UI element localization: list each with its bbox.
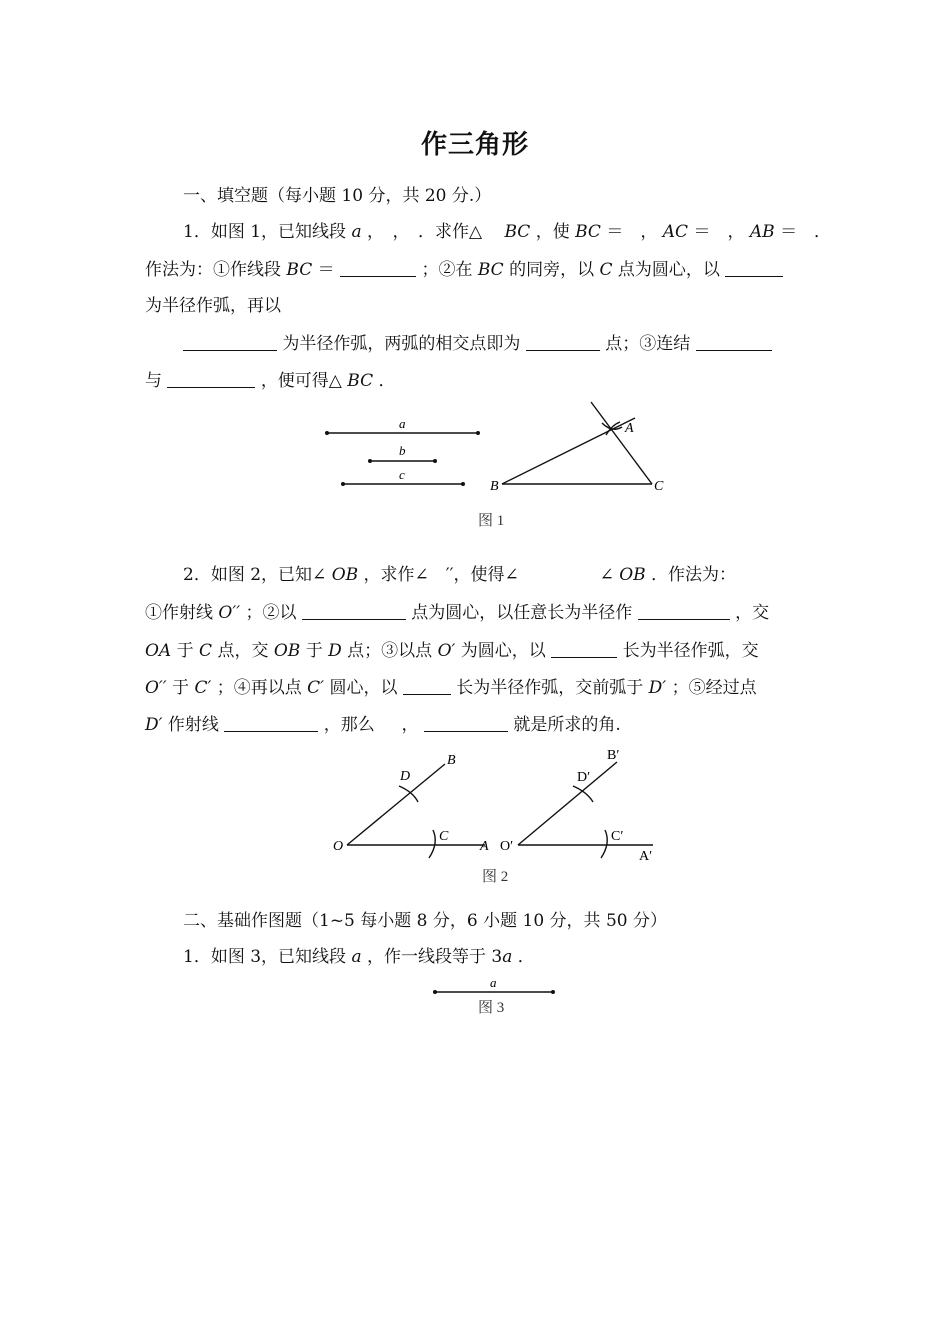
answer-blank[interactable] (551, 639, 617, 658)
q2-text: 于 (305, 641, 323, 661)
label-c: c (399, 467, 405, 482)
q2-text: ；②以 (245, 603, 297, 623)
arc-d-prime (573, 786, 593, 802)
var-bc: BC (286, 260, 313, 280)
answer-blank[interactable] (340, 258, 416, 277)
q2-text: ，求作∠ ′′，使得∠ (363, 565, 519, 585)
q2-text: 长为半径作弧，交前弧于 (456, 678, 644, 698)
point-b-prime: B′ (607, 748, 620, 763)
q1-text: ． (378, 371, 396, 391)
ray-o-prime-b-prime (518, 762, 617, 845)
point-o-prime: O′ (500, 839, 514, 854)
point-d: D (400, 769, 411, 784)
answer-blank[interactable] (696, 332, 772, 351)
answer-blank[interactable] (302, 601, 406, 620)
var-ob: OB (331, 565, 359, 585)
q1-text: 的同旁，以 (509, 260, 595, 280)
figure-2-caption: 图 2 (482, 869, 509, 885)
q2-line5 (145, 713, 621, 736)
var-d-prime: D′ (145, 715, 163, 735)
point-c: C (654, 479, 664, 494)
answer-blank[interactable] (224, 713, 318, 732)
var-bc: BC (347, 371, 374, 391)
q1-line3: 为半径作弧，再以 (145, 296, 281, 316)
point-o: O (333, 839, 344, 854)
q1-text: 作法为：①作线段 (145, 260, 281, 280)
q1-text: ＝ ， (693, 222, 745, 242)
var-o-prime: O′ (437, 641, 456, 661)
q1-line5 (145, 369, 396, 392)
var-c: C (599, 260, 613, 280)
figure-1-caption: 图 1 (478, 513, 505, 529)
var-ac: AC (662, 222, 689, 242)
point-c-prime: C′ (611, 829, 624, 844)
s2-q1-line (183, 946, 535, 968)
s2-q1-text: ，作一线段等于 3 (367, 947, 503, 967)
q2-text: 2．如图 2，已知∠ (183, 565, 327, 585)
q2-text: 点，交 (217, 641, 269, 661)
q1-text: ，便可得△ (260, 371, 342, 391)
q2-text: 圆心，以 (329, 678, 398, 698)
q2-text: ， (401, 715, 419, 735)
q2-text: ；④再以点 (216, 678, 302, 698)
q1-line4 (183, 332, 772, 355)
q1-text: ， ， ．求作△ (367, 222, 500, 242)
var-d-prime: D′ (648, 678, 667, 698)
var-c-prime: C′ (307, 678, 325, 698)
q1-text: ＝ ， (606, 222, 658, 242)
triangle-side-ac (591, 402, 652, 484)
var-a: a (351, 947, 362, 967)
figure-2 (325, 742, 675, 890)
q2-text: ∠ (599, 565, 614, 585)
q2-text: ；⑤经过点 (671, 678, 757, 698)
arc-c (429, 830, 435, 858)
section1-heading: 一、填空题（每小题 10 分，共 20 分.） (183, 186, 492, 206)
point-d-prime: D′ (577, 770, 591, 785)
var-c: C (199, 641, 213, 661)
q2-line2 (145, 601, 769, 624)
var-ob: OB (273, 641, 301, 661)
s2-q1-text: 1．如图 3，已知线段 (183, 947, 347, 967)
point-b: B (447, 753, 456, 768)
answer-blank[interactable] (725, 258, 783, 277)
q2-line3 (145, 639, 759, 662)
q1-text: ＝ ． (780, 222, 832, 242)
point-a: A (625, 421, 634, 436)
answer-blank[interactable] (403, 676, 451, 695)
triangle-side-ba (502, 418, 635, 484)
var-bc: BC (477, 260, 504, 280)
q1-text: 点为圆心，以 (617, 260, 720, 280)
var-c-prime: C′ (194, 678, 212, 698)
q1-text: ，使 (535, 222, 570, 242)
answer-blank[interactable] (167, 369, 255, 388)
s2-q1-text: ． (517, 947, 535, 967)
q2-text: 作射线 (167, 715, 219, 735)
q1-text: 点；③连结 (605, 334, 691, 354)
q1-text: ＝ (317, 260, 335, 280)
point-c: C (439, 829, 449, 844)
q1-text: ；②在 (421, 260, 473, 280)
var-ob: OB (619, 565, 646, 585)
q2-text: ．作法为： (651, 565, 737, 585)
ray-ob (347, 764, 445, 845)
point-a: A (480, 839, 489, 854)
var-d: D (328, 641, 342, 661)
q1-text: 1．如图 1，已知线段 (183, 222, 347, 242)
q2-text: 为圆心，以 (460, 641, 546, 661)
q1-text: 为半径作弧，两弧的相交点即为 (282, 334, 521, 354)
answer-blank[interactable] (526, 332, 600, 351)
q2-line1 (183, 564, 736, 586)
var-bc: BC (504, 222, 531, 242)
var-o-prime: O′′ (218, 603, 241, 623)
q2-text: 长为半径作弧，交 (622, 641, 759, 661)
q2-text: ①作射线 (145, 603, 213, 623)
figure-3-caption: 图 3 (478, 1000, 505, 1016)
var-ab: AB (749, 222, 775, 242)
arc-c-prime (601, 830, 607, 858)
section2-heading: 二、基础作图题（1~5 每小题 8 分，6 小题 10 分，共 50 分） (183, 911, 668, 931)
var-o-prime: O′′ (145, 678, 167, 698)
q1-line2 (145, 258, 783, 281)
q2-text: 于 (176, 641, 194, 661)
answer-blank[interactable] (424, 713, 508, 732)
q2-text: 于 (172, 678, 190, 698)
q2-text: 点为圆心，以任意长为半径作 (411, 603, 633, 623)
label-a: a (490, 975, 497, 990)
label-b: b (399, 443, 406, 458)
figure-3 (420, 972, 570, 1020)
point-b: B (490, 479, 499, 494)
q2-text: 就是所求的角. (513, 715, 621, 735)
q1-text: 与 (145, 371, 162, 391)
var-a: a (351, 222, 362, 242)
q1-line1 (183, 221, 831, 243)
q2-text: 点；③以点 (347, 641, 433, 661)
point-a-prime: A′ (639, 849, 653, 864)
q2-text: ，那么 (323, 715, 375, 735)
page-title: 作三角形 (420, 130, 529, 160)
q2-line4 (145, 676, 757, 699)
var-bc: BC (575, 222, 601, 242)
var-oa: OA (145, 641, 172, 661)
answer-blank[interactable] (183, 332, 277, 351)
answer-blank[interactable] (638, 601, 730, 620)
figure-1 (300, 395, 690, 530)
var-a: a (502, 947, 513, 967)
label-a: a (399, 416, 406, 431)
q2-text: ，交 (735, 603, 770, 623)
